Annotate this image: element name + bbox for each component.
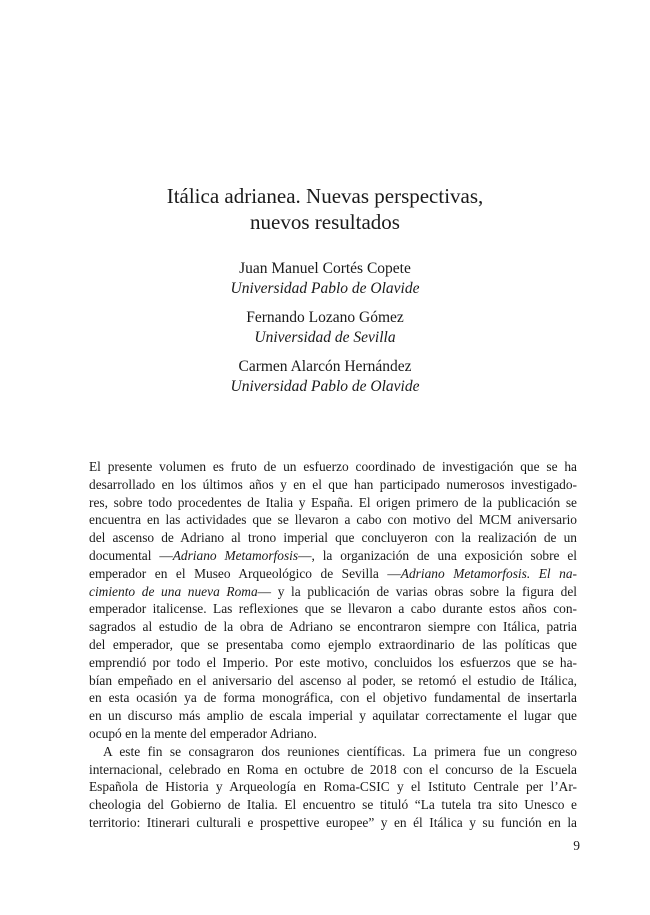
author-affiliation: Universidad Pablo de Olavide	[230, 377, 420, 395]
text-line: en un discurso más amplio de escala imperial y aquilatar correctamente el lugar que	[89, 708, 577, 724]
text-line: emprendió por todo el Imperio. Por este motivo, concluidos los esfuerzos que se ha-	[89, 654, 577, 670]
text-line: ocupó en la mente del emperador Adriano.	[89, 725, 317, 741]
body-text	[89, 458, 577, 832]
author-entry	[0, 308, 650, 347]
author-entry	[0, 259, 650, 298]
text-line	[89, 547, 577, 565]
text-line	[89, 565, 577, 583]
text-line: en esta ocasión ya de forma monográfica, con el objetivo fundamental de insertarla	[89, 690, 577, 706]
text-run: documental —	[89, 547, 173, 563]
text-line: El presente volumen es fruto de un esfuerzo coordinado de investigación que se ha	[89, 459, 577, 474]
text-line: del emperador, que se presentaba como ejemplo extraordinario de las políticas que	[89, 636, 577, 652]
text-line: emperador italicense. Las reflexiones que se llevaron a cabo durante estos años con-	[89, 601, 577, 617]
author-affiliation: Universidad Pablo de Olavide	[230, 279, 420, 297]
text-line: sagrados al estudio de la obra de Adriano se encontraron siempre con Itálica, patria	[89, 619, 577, 635]
author-name: Carmen Alarcón Hernández	[238, 358, 412, 375]
text-run: —, la organización de una exposición sobre el	[298, 547, 577, 563]
italic-title: cimiento de una nueva Roma	[89, 583, 258, 599]
page-title	[0, 183, 650, 235]
text-line	[89, 583, 577, 601]
text-line: territorio: Itinerari culturali e prospettive europee” y en él Itálica y su función en la	[89, 814, 577, 830]
text-line: bían empeñado en el aniversario del ascenso al poder, se retomó el estudio de Itálica,	[89, 672, 577, 688]
author-name: Juan Manuel Cortés Copete	[239, 260, 411, 277]
author-list	[0, 259, 650, 406]
author-entry	[0, 357, 650, 396]
author-name: Fernando Lozano Gómez	[246, 309, 404, 326]
title-line: nuevos resultados	[250, 210, 400, 234]
text-line: Española de Historia y Arqueología en Roma-CSIC y el Istituto Centrale per l’Ar-	[89, 779, 577, 795]
text-run: — y la publicación de varias obras sobre la figura del	[257, 583, 578, 599]
italic-title: Adriano Metamorfosis	[172, 547, 299, 563]
title-line: Itálica adrianea. Nuevas perspectivas,	[166, 184, 484, 208]
text-line: internacional, celebrado en Roma en octubre de 2018 con el concurso de la Escuela	[89, 761, 577, 777]
text-line: desarrollado en los últimos años y en el que han participado numerosos investigado-	[89, 476, 577, 492]
text-line: del ascenso de Adriano al trono imperial que concluyeron con la realización de un	[89, 530, 577, 546]
page-number: 9	[573, 838, 580, 853]
text-run: emperador en el Museo Arqueológico de Sevilla —	[89, 565, 401, 581]
text-line: encuentra en las actividades que se llevaron a cabo con motivo del MCM aniversario	[89, 512, 577, 528]
text-line: cheologia del Gobierno de Italia. El encuentro se tituló “La tutela tra sito Unesco e	[89, 797, 577, 813]
author-affiliation: Universidad de Sevilla	[254, 328, 396, 346]
text-line: A este fin se consagraron dos reuniones científicas. La primera fue un congreso	[103, 743, 577, 759]
text-line: res, sobre todo procedentes de Italia y España. El origen primero de la publicación se	[89, 494, 577, 510]
italic-title: Adriano Metamorfosis. El na-	[400, 565, 577, 581]
